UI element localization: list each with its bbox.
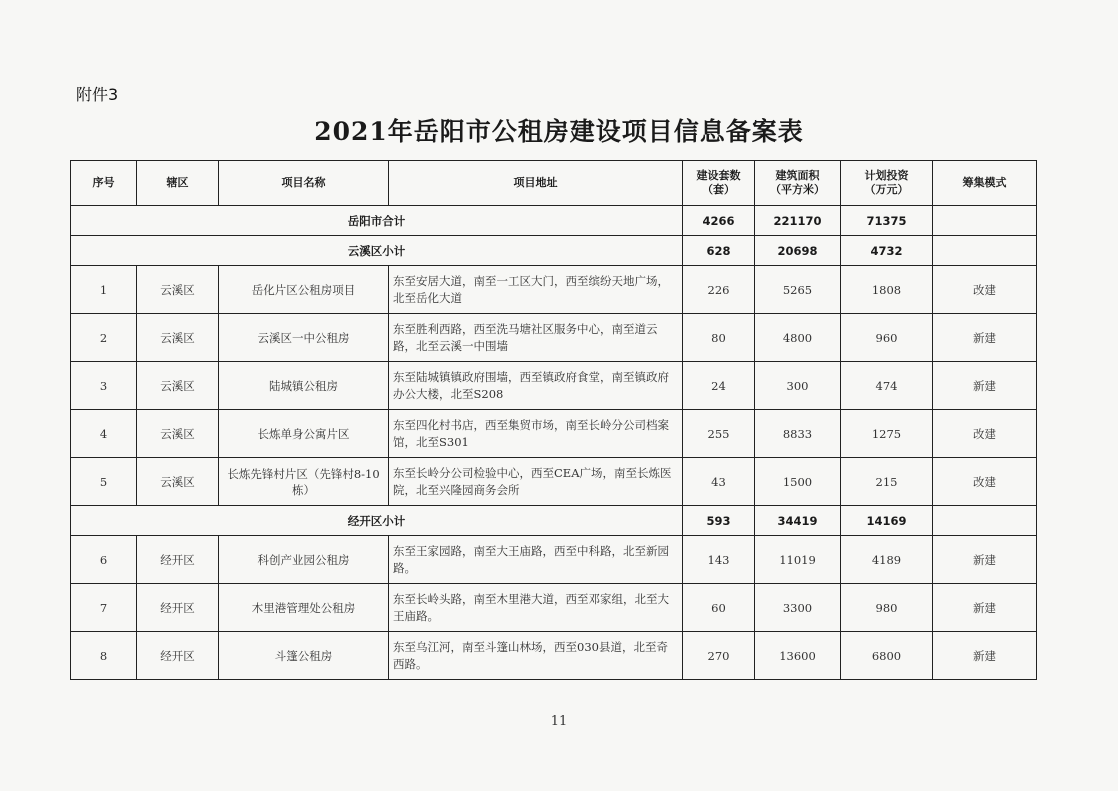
header-seq: 序号 — [71, 161, 137, 206]
cell-funding: 改建 — [933, 458, 1037, 506]
cell-address: 东至安居大道，南至一工区大门，西至缤纷天地广场，北至岳化大道 — [389, 266, 683, 314]
subtotal-area: 34419 — [755, 506, 841, 536]
cell-project-name: 长炼单身公寓片区 — [219, 410, 389, 458]
document-title: 2021年岳阳市公租房建设项目信息备案表 — [314, 117, 804, 146]
subtotal-investment: 14169 — [841, 506, 933, 536]
cell-units: 270 — [683, 632, 755, 680]
cell-area: 3300 — [755, 584, 841, 632]
subtotal-funding — [933, 236, 1037, 266]
cell-seq: 2 — [71, 314, 137, 362]
total-area: 221170 — [755, 206, 841, 236]
cell-district: 经开区 — [137, 536, 219, 584]
total-investment: 71375 — [841, 206, 933, 236]
cell-address: 东至长岭分公司检验中心，西至CEA广场，南至长炼医院，北至兴隆园商务会所 — [389, 458, 683, 506]
table-header-row — [71, 161, 1037, 206]
table-row — [71, 584, 1037, 632]
subtotal-label: 云溪区小计 — [71, 236, 683, 266]
cell-area: 1500 — [755, 458, 841, 506]
header-project-name: 项目名称 — [219, 161, 389, 206]
cell-seq: 5 — [71, 458, 137, 506]
cell-units: 43 — [683, 458, 755, 506]
cell-investment: 980 — [841, 584, 933, 632]
table-row — [71, 266, 1037, 314]
cell-area: 11019 — [755, 536, 841, 584]
cell-funding: 新建 — [933, 536, 1037, 584]
cell-district: 云溪区 — [137, 362, 219, 410]
cell-investment: 1275 — [841, 410, 933, 458]
cell-funding: 改建 — [933, 410, 1037, 458]
table-row — [71, 632, 1037, 680]
header-district: 辖区 — [137, 161, 219, 206]
header-address: 项目地址 — [389, 161, 683, 206]
cell-units: 80 — [683, 314, 755, 362]
cell-address: 东至长岭头路，南至木里港大道，西至邓家组，北至大王庙路。 — [389, 584, 683, 632]
total-label: 岳阳市合计 — [71, 206, 683, 236]
cell-seq: 4 — [71, 410, 137, 458]
cell-address: 东至四化村书店，西至集贸市场，南至长岭分公司档案馆，北至S301 — [389, 410, 683, 458]
total-row — [71, 206, 1037, 236]
subtotal-units: 628 — [683, 236, 755, 266]
table-row — [71, 458, 1037, 506]
table-row — [71, 410, 1037, 458]
cell-project-name: 斗篷公租房 — [219, 632, 389, 680]
cell-units: 226 — [683, 266, 755, 314]
subtotal-area: 20698 — [755, 236, 841, 266]
cell-project-name: 云溪区一中公租房 — [219, 314, 389, 362]
header-investment: 计划投资 （万元） — [841, 161, 933, 206]
cell-project-name: 岳化片区公租房项目 — [219, 266, 389, 314]
total-funding — [933, 206, 1037, 236]
cell-area: 4800 — [755, 314, 841, 362]
cell-area: 8833 — [755, 410, 841, 458]
cell-funding: 新建 — [933, 314, 1037, 362]
cell-investment: 4189 — [841, 536, 933, 584]
cell-funding: 新建 — [933, 584, 1037, 632]
cell-investment: 6800 — [841, 632, 933, 680]
cell-investment: 474 — [841, 362, 933, 410]
cell-seq: 8 — [71, 632, 137, 680]
cell-funding: 新建 — [933, 632, 1037, 680]
cell-area: 13600 — [755, 632, 841, 680]
cell-units: 255 — [683, 410, 755, 458]
cell-units: 143 — [683, 536, 755, 584]
cell-seq: 6 — [71, 536, 137, 584]
cell-address: 东至王家园路，南至大王庙路，西至中科路，北至新园路。 — [389, 536, 683, 584]
cell-district: 经开区 — [137, 584, 219, 632]
cell-district: 云溪区 — [137, 458, 219, 506]
cell-address: 东至乌江河，南至斗篷山林场，西至030县道，北至奇西路。 — [389, 632, 683, 680]
cell-project-name: 长炼先锋村片区（先锋村8-10栋） — [219, 458, 389, 506]
cell-investment: 960 — [841, 314, 933, 362]
header-funding: 筹集模式 — [933, 161, 1037, 206]
cell-units: 60 — [683, 584, 755, 632]
subtotal-investment: 4732 — [841, 236, 933, 266]
cell-district: 云溪区 — [137, 410, 219, 458]
header-units: 建设套数 （套） — [683, 161, 755, 206]
table-row — [71, 536, 1037, 584]
cell-funding: 新建 — [933, 362, 1037, 410]
subtotal-row — [71, 506, 1037, 536]
attachment-label: 附件3 — [76, 85, 119, 104]
cell-district: 云溪区 — [137, 266, 219, 314]
cell-project-name: 科创产业园公租房 — [219, 536, 389, 584]
cell-address: 东至胜利西路，西至洗马塘社区服务中心，南至道云路，北至云溪一中围墙 — [389, 314, 683, 362]
cell-investment: 215 — [841, 458, 933, 506]
cell-project-name: 陆城镇公租房 — [219, 362, 389, 410]
cell-seq: 3 — [71, 362, 137, 410]
cell-address: 东至陆城镇镇政府围墙，西至镇政府食堂，南至镇政府办公大楼，北至S208 — [389, 362, 683, 410]
cell-area: 5265 — [755, 266, 841, 314]
cell-district: 云溪区 — [137, 314, 219, 362]
cell-project-name: 木里港管理处公租房 — [219, 584, 389, 632]
subtotal-units: 593 — [683, 506, 755, 536]
page-number: 11 — [550, 714, 568, 729]
cell-district: 经开区 — [137, 632, 219, 680]
subtotal-row — [71, 236, 1037, 266]
cell-area: 300 — [755, 362, 841, 410]
table-row — [71, 314, 1037, 362]
subtotal-funding — [933, 506, 1037, 536]
cell-seq: 1 — [71, 266, 137, 314]
cell-funding: 改建 — [933, 266, 1037, 314]
total-units: 4266 — [683, 206, 755, 236]
subtotal-label: 经开区小计 — [71, 506, 683, 536]
table-row — [71, 362, 1037, 410]
header-area: 建筑面积 （平方米） — [755, 161, 841, 206]
project-table — [70, 160, 1037, 680]
cell-investment: 1808 — [841, 266, 933, 314]
cell-units: 24 — [683, 362, 755, 410]
cell-seq: 7 — [71, 584, 137, 632]
